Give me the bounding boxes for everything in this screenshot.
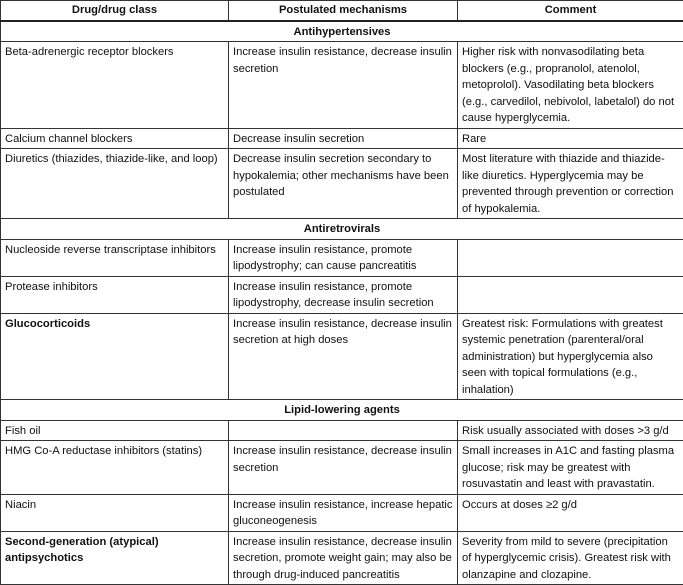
mechanism-cell: Increase insulin resistance, promote lipodystrophy, decrease insulin secretion <box>229 276 458 313</box>
header-comment: Comment <box>458 1 683 21</box>
mechanism-cell: Increase insulin resistance, decrease insulin secretion at high doses <box>229 313 458 400</box>
header-drug: Drug/drug class <box>1 1 229 21</box>
comment-cell: Occurs at doses ≥2 g/d <box>458 494 683 531</box>
table-row <box>1 313 683 400</box>
section-title: Antiretrovirals <box>1 219 683 240</box>
drug-cell: HMG Co-A reductase inhibitors (statins) <box>1 441 229 495</box>
drug-cell: Beta-adrenergic receptor blockers <box>1 42 229 129</box>
table-row <box>1 531 683 585</box>
header-mechanism: Postulated mechanisms <box>229 1 458 21</box>
table-row <box>1 42 683 129</box>
header-row <box>1 1 683 21</box>
comment-cell: Higher risk with nonvasodilating beta blockers (e.g., propranolol, atenolol, metoprolol). Vasodilating beta blockers (e.g., carvedilol, nebivolol, labetalol) do not cause hyperglycemia. <box>458 42 683 129</box>
table-row <box>1 149 683 219</box>
comment-cell: Small increases in A1C and fasting plasma glucose; risk may be greatest with rosuvastatin and least with pravastatin. <box>458 441 683 495</box>
comment-cell <box>458 239 683 276</box>
mechanism-cell: Increase insulin resistance, promote lipodystrophy; can cause pancreatitis <box>229 239 458 276</box>
section-row <box>1 21 683 42</box>
comment-cell: Risk usually associated with doses >3 g/d <box>458 420 683 441</box>
table-row <box>1 276 683 313</box>
drug-cell: Niacin <box>1 494 229 531</box>
mechanism-cell <box>229 420 458 441</box>
mechanism-cell: Decrease insulin secretion secondary to hypokalemia; other mechanisms have been postulated <box>229 149 458 219</box>
mechanism-cell: Increase insulin resistance, increase hepatic gluconeogenesis <box>229 494 458 531</box>
drug-cell: Fish oil <box>1 420 229 441</box>
mechanism-cell: Increase insulin resistance, decrease insulin secretion <box>229 42 458 129</box>
table-row <box>1 420 683 441</box>
table-header <box>1 1 683 21</box>
comment-cell <box>458 276 683 313</box>
drug-cell: Diuretics (thiazides, thiazide-like, and loop) <box>1 149 229 219</box>
comment-cell: Most literature with thiazide and thiazide-like diuretics. Hyperglycemia may be prevented through prevention or correction of hypokalemia. <box>458 149 683 219</box>
drug-cell: Glucocorticoids <box>1 313 229 400</box>
table-body <box>1 21 683 585</box>
drug-cell: Second-generation (atypical) antipsychotics <box>1 531 229 585</box>
table-row <box>1 494 683 531</box>
table-row <box>1 441 683 495</box>
mechanism-cell: Decrease insulin secretion <box>229 128 458 149</box>
section-row <box>1 219 683 240</box>
section-title: Lipid-lowering agents <box>1 400 683 421</box>
drug-cell: Calcium channel blockers <box>1 128 229 149</box>
comment-cell: Greatest risk: Formulations with greatest systemic penetration (parenteral/oral administration) but hyperglycemia also seen with topical formulations (e.g., inhalation) <box>458 313 683 400</box>
table-row <box>1 128 683 149</box>
section-row <box>1 400 683 421</box>
drug-cell: Nucleoside reverse transcriptase inhibitors <box>1 239 229 276</box>
comment-cell: Severity from mild to severe (precipitation of hyperglycemic crisis). Greatest risk with olanzapine and clozapine. <box>458 531 683 585</box>
mechanism-cell: Increase insulin resistance, decrease insulin secretion, promote weight gain; may also be through drug-induced pancreatitis <box>229 531 458 585</box>
comment-cell: Rare <box>458 128 683 149</box>
drug-cell: Protease inhibitors <box>1 276 229 313</box>
mechanism-cell: Increase insulin resistance, decrease insulin secretion <box>229 441 458 495</box>
section-title: Antihypertensives <box>1 21 683 42</box>
table-row <box>1 239 683 276</box>
